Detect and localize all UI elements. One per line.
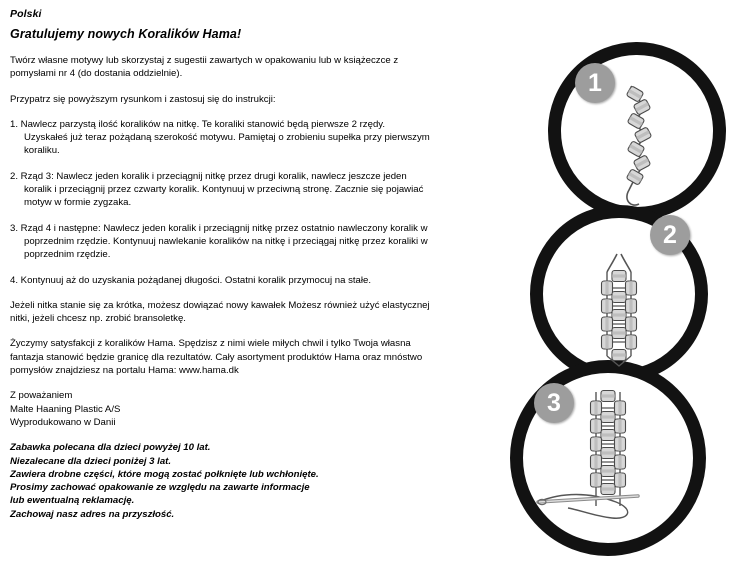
intro-paragraph: Twórz własne motywy lub skorzystaj z sugestii zawartych w opakowaniu lub w książeczce z pomysłami nr 4 (do dostania oddzielnie). bbox=[10, 55, 399, 80]
closing-paragraph: Życzymy satysfakcji z koralików Hama. Spędzisz z nimi wiele miłych chwil i tylko Twoja własna fantazja stanowić będzie granicę dla rezultatów. Cały asortyment produktów Hama oraz mnóstwo pomysłów znajdziesz na portalu Hama: www.hama.dk bbox=[10, 338, 423, 377]
list-item: 3. Rząd 4 i następne: Nawlecz jeden koralik i przeciągnij nitkę przez ostatnio nawleczony koralik w poprzednim rzędzie. Kontynuuj nawlekanie koralików na nitkę i przeciągaj nitkę przez koraliki w poprzednim rzędzie. bbox=[10, 222, 428, 261]
list-item: 2. Rząd 3: Nawlecz jeden koralik i przeciągnij nitkę przez drugi koralik, nawlecz jeszcze jeden koralik i przeciągnij przez czwarty koralik. Kontynuuj w przeciwną stronę. Zacznie się pojawiać motyw w formie zygzaka. bbox=[10, 170, 424, 209]
note-paragraph: Jeżeli nitka stanie się za krótka, możesz dowiązać nowy kawałek Możesz również użyć elastycznej nitki, jeżeli chcesz np. zrobić bransoletkę. bbox=[10, 299, 430, 325]
signature-block bbox=[10, 389, 430, 429]
warning-line: Zawiera drobne części, które mogą zostać połknięte lub wchłonięte. bbox=[10, 468, 319, 480]
step-number-badge-2: 2 bbox=[650, 215, 690, 255]
signature-line: Z poważaniem bbox=[10, 390, 73, 402]
signature-line: Wyprodukowano w Danii bbox=[10, 416, 116, 428]
language-label: Polski bbox=[10, 8, 42, 20]
safety-warning bbox=[10, 441, 430, 521]
warning-line: Niezalecane dla dzieci poniżej 3 lat. bbox=[10, 455, 172, 467]
page-title: Gratulujemy nowych Koralików Hama! bbox=[10, 27, 242, 41]
instruction-text-column bbox=[10, 8, 430, 521]
list-item: 1. Nawlecz parzystą ilość koralików na nitkę. Te koraliki stanowić będą pierwsze 2 rzędy. Uzyskałeś już teraz pożądaną szerokość motywu. Pamiętaj o zrobieniu supełka przy pierwszym koraliku. bbox=[10, 118, 430, 157]
step-number-badge-1: 1 bbox=[575, 63, 615, 103]
lead-in-paragraph: Przypatrz się powyższym rysunkom i zastosuj się do instrukcji: bbox=[10, 93, 276, 105]
step-number-badge-3: 3 bbox=[534, 383, 574, 423]
list-item: 4. Kontynuuj aż do uzyskania pożądanej długości. Ostatni koralik przymocuj na stałe. bbox=[10, 274, 372, 286]
bead-strand-one bbox=[626, 86, 652, 205]
warning-line: Zabawka polecana dla dzieci powyżej 10 lat. bbox=[10, 442, 211, 454]
needle-icon bbox=[538, 495, 638, 519]
warning-line: lub ewentualną reklamację. bbox=[10, 495, 135, 507]
warning-line: Prosimy zachować opakowanie ze względu na zawarte informacje bbox=[10, 482, 310, 494]
warning-line: Zachowaj nasz adres na przyszłość. bbox=[10, 508, 175, 520]
bead-strand-two bbox=[602, 254, 637, 366]
signature-line: Malte Haaning Plastic A/S bbox=[10, 403, 121, 415]
closing-section bbox=[10, 299, 430, 377]
illustration-column bbox=[430, 0, 750, 562]
step-list bbox=[10, 118, 430, 287]
